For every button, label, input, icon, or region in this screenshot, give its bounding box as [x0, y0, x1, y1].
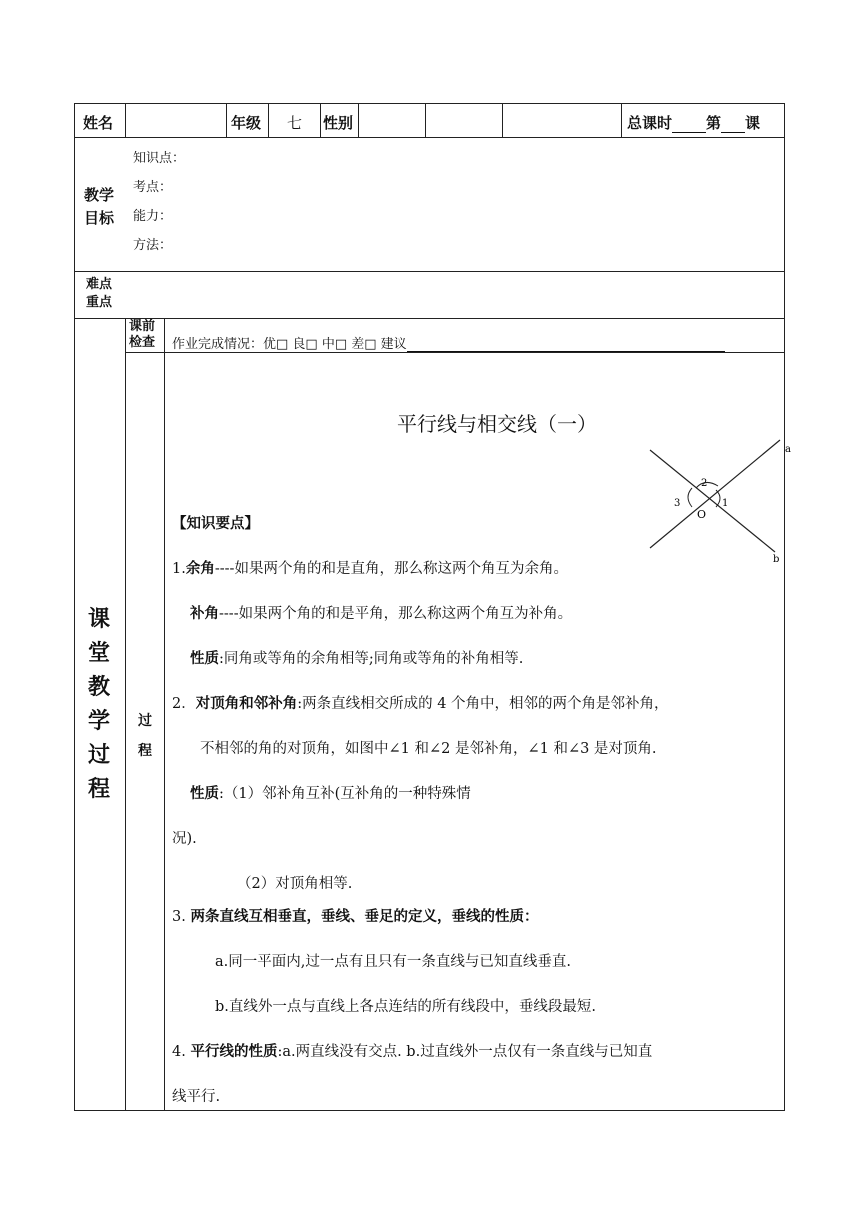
objective-item: 考点：: [133, 180, 173, 195]
label-3: 3: [674, 498, 681, 509]
precheck-label-line1: 课前: [129, 319, 156, 334]
total-hours-prefix: 总课时: [627, 114, 673, 132]
item-number: 4.: [172, 1044, 191, 1060]
grid-line: [74, 103, 75, 1111]
term-property: 性质: [190, 651, 219, 667]
precheck-text: [172, 333, 725, 352]
definition-text: :两条直线相交所成的 4 个角中，相邻的两个角是邻补角，: [297, 696, 669, 712]
label-b: b: [773, 554, 780, 565]
total-hours: [627, 112, 760, 133]
precheck-label-line2: 检查: [129, 335, 156, 350]
blank-line: [721, 118, 745, 133]
text-line: [172, 557, 568, 578]
grid-line: [74, 137, 785, 138]
intersecting-lines-diagram: [640, 430, 800, 570]
grid-line: [74, 1110, 785, 1111]
grade-value: 七: [287, 114, 303, 132]
grid-line: [164, 318, 165, 1111]
side-char: 堂: [87, 641, 110, 666]
grid-line: [74, 103, 785, 104]
side-char: 程: [87, 777, 110, 802]
grade-label: 年级: [231, 114, 262, 132]
precheck-status-text: 作业完成情况：优□ 良□ 中□ 差□ 建议: [172, 337, 407, 352]
term-parallel: 平行线的性质: [190, 1044, 278, 1060]
objective-item: 方法：: [133, 238, 173, 253]
grid-line: [125, 318, 126, 1111]
side-char: 程: [138, 743, 152, 759]
text-line: [190, 647, 523, 668]
side-char: 课: [87, 607, 110, 632]
section-heading: 【知识要点】: [172, 516, 259, 532]
text-line: 不相邻的角的对顶角，如图中∠1 和∠2 是邻补角，∠1 和∠3 是对顶角.: [200, 741, 657, 757]
objectives-label-line1: 教学: [84, 186, 115, 204]
side-char: 过: [87, 743, 110, 768]
label-2: 2: [701, 478, 708, 489]
blank-line: [672, 118, 706, 133]
definition-text: ----如果两个角的和是直角，那么称这两个角互为余角。: [214, 561, 568, 577]
grid-line: [125, 103, 126, 138]
objectives-label-line2: 目标: [84, 209, 115, 227]
line-a: [650, 450, 775, 552]
label-1: 1: [722, 498, 729, 509]
grid-line: [74, 318, 785, 319]
suggestion-blank-line: [407, 337, 725, 352]
grid-line: [320, 103, 321, 138]
grid-line: [268, 103, 269, 138]
term-perpendicular: 两条直线互相垂直，垂线、垂足的定义，垂线的性质：: [190, 909, 539, 925]
grid-line: [784, 103, 785, 1111]
term-supplementary: 补角: [190, 606, 219, 622]
lesson-title: 平行线与相交线（一）: [397, 412, 597, 436]
text-line: [172, 692, 669, 713]
total-hours-mid: 第: [706, 114, 722, 132]
precheck-label: [129, 319, 155, 351]
total-hours-suffix: 课: [745, 114, 761, 132]
grid-line: [425, 103, 426, 138]
grid-line: [502, 103, 503, 138]
difficulty-label-line2: 重点: [86, 295, 113, 310]
grid-line: [621, 103, 622, 138]
item-number: 1.: [172, 561, 186, 577]
difficulty-label: [86, 276, 112, 312]
label-a: a: [785, 444, 791, 455]
name-label: 姓名: [83, 114, 114, 132]
text-line: [172, 1040, 652, 1061]
side-char: 学: [87, 709, 110, 734]
term-complementary: 余角: [185, 561, 215, 577]
text-line: b.直线外一点与直线上各点连结的所有线段中，垂线段最短.: [215, 999, 596, 1015]
objectives-label: [84, 184, 114, 230]
definition-text: :（1）邻补角互补(互补角的一种特殊情: [219, 786, 471, 802]
classroom-process-label: [84, 603, 114, 807]
grid-line: [125, 352, 785, 353]
gender-label: 性别: [323, 114, 354, 132]
definition-text: :同角或等角的余角相等;同角或等角的补角相等.: [219, 651, 524, 667]
grid-line: [358, 103, 359, 138]
definition-text: :a.两直线没有交点. b.过直线外一点仅有一条直线与已知直: [277, 1044, 653, 1060]
text-line: 况).: [172, 831, 197, 847]
line-b: [650, 440, 780, 548]
objective-item: 知识点：: [133, 151, 186, 166]
angle-arc-3: [688, 488, 692, 507]
term-vertical-angles: 对顶角和邻补角: [195, 696, 298, 712]
label-o: O: [697, 508, 707, 521]
text-line: 线平行.: [172, 1089, 221, 1105]
side-char: 过: [138, 713, 152, 729]
side-char: 教: [87, 675, 110, 700]
text-line: [190, 602, 572, 623]
item-number: 2．: [172, 696, 196, 712]
definition-text: ----如果两个角的和是平角，那么称这两个角互为补角。: [219, 606, 573, 622]
difficulty-label-line1: 难点: [86, 277, 113, 292]
term-property: 性质: [190, 786, 219, 802]
objective-item: 能力：: [133, 209, 173, 224]
process-label: [135, 706, 155, 766]
text-line: [172, 905, 538, 926]
grid-line: [74, 271, 785, 272]
item-number: 3.: [172, 909, 191, 925]
grid-line: [226, 103, 227, 138]
text-line: a.同一平面内,过一点有且只有一条直线与已知直线垂直.: [215, 954, 571, 970]
text-line: （2）对顶角相等.: [237, 876, 353, 892]
text-line: [190, 782, 471, 803]
